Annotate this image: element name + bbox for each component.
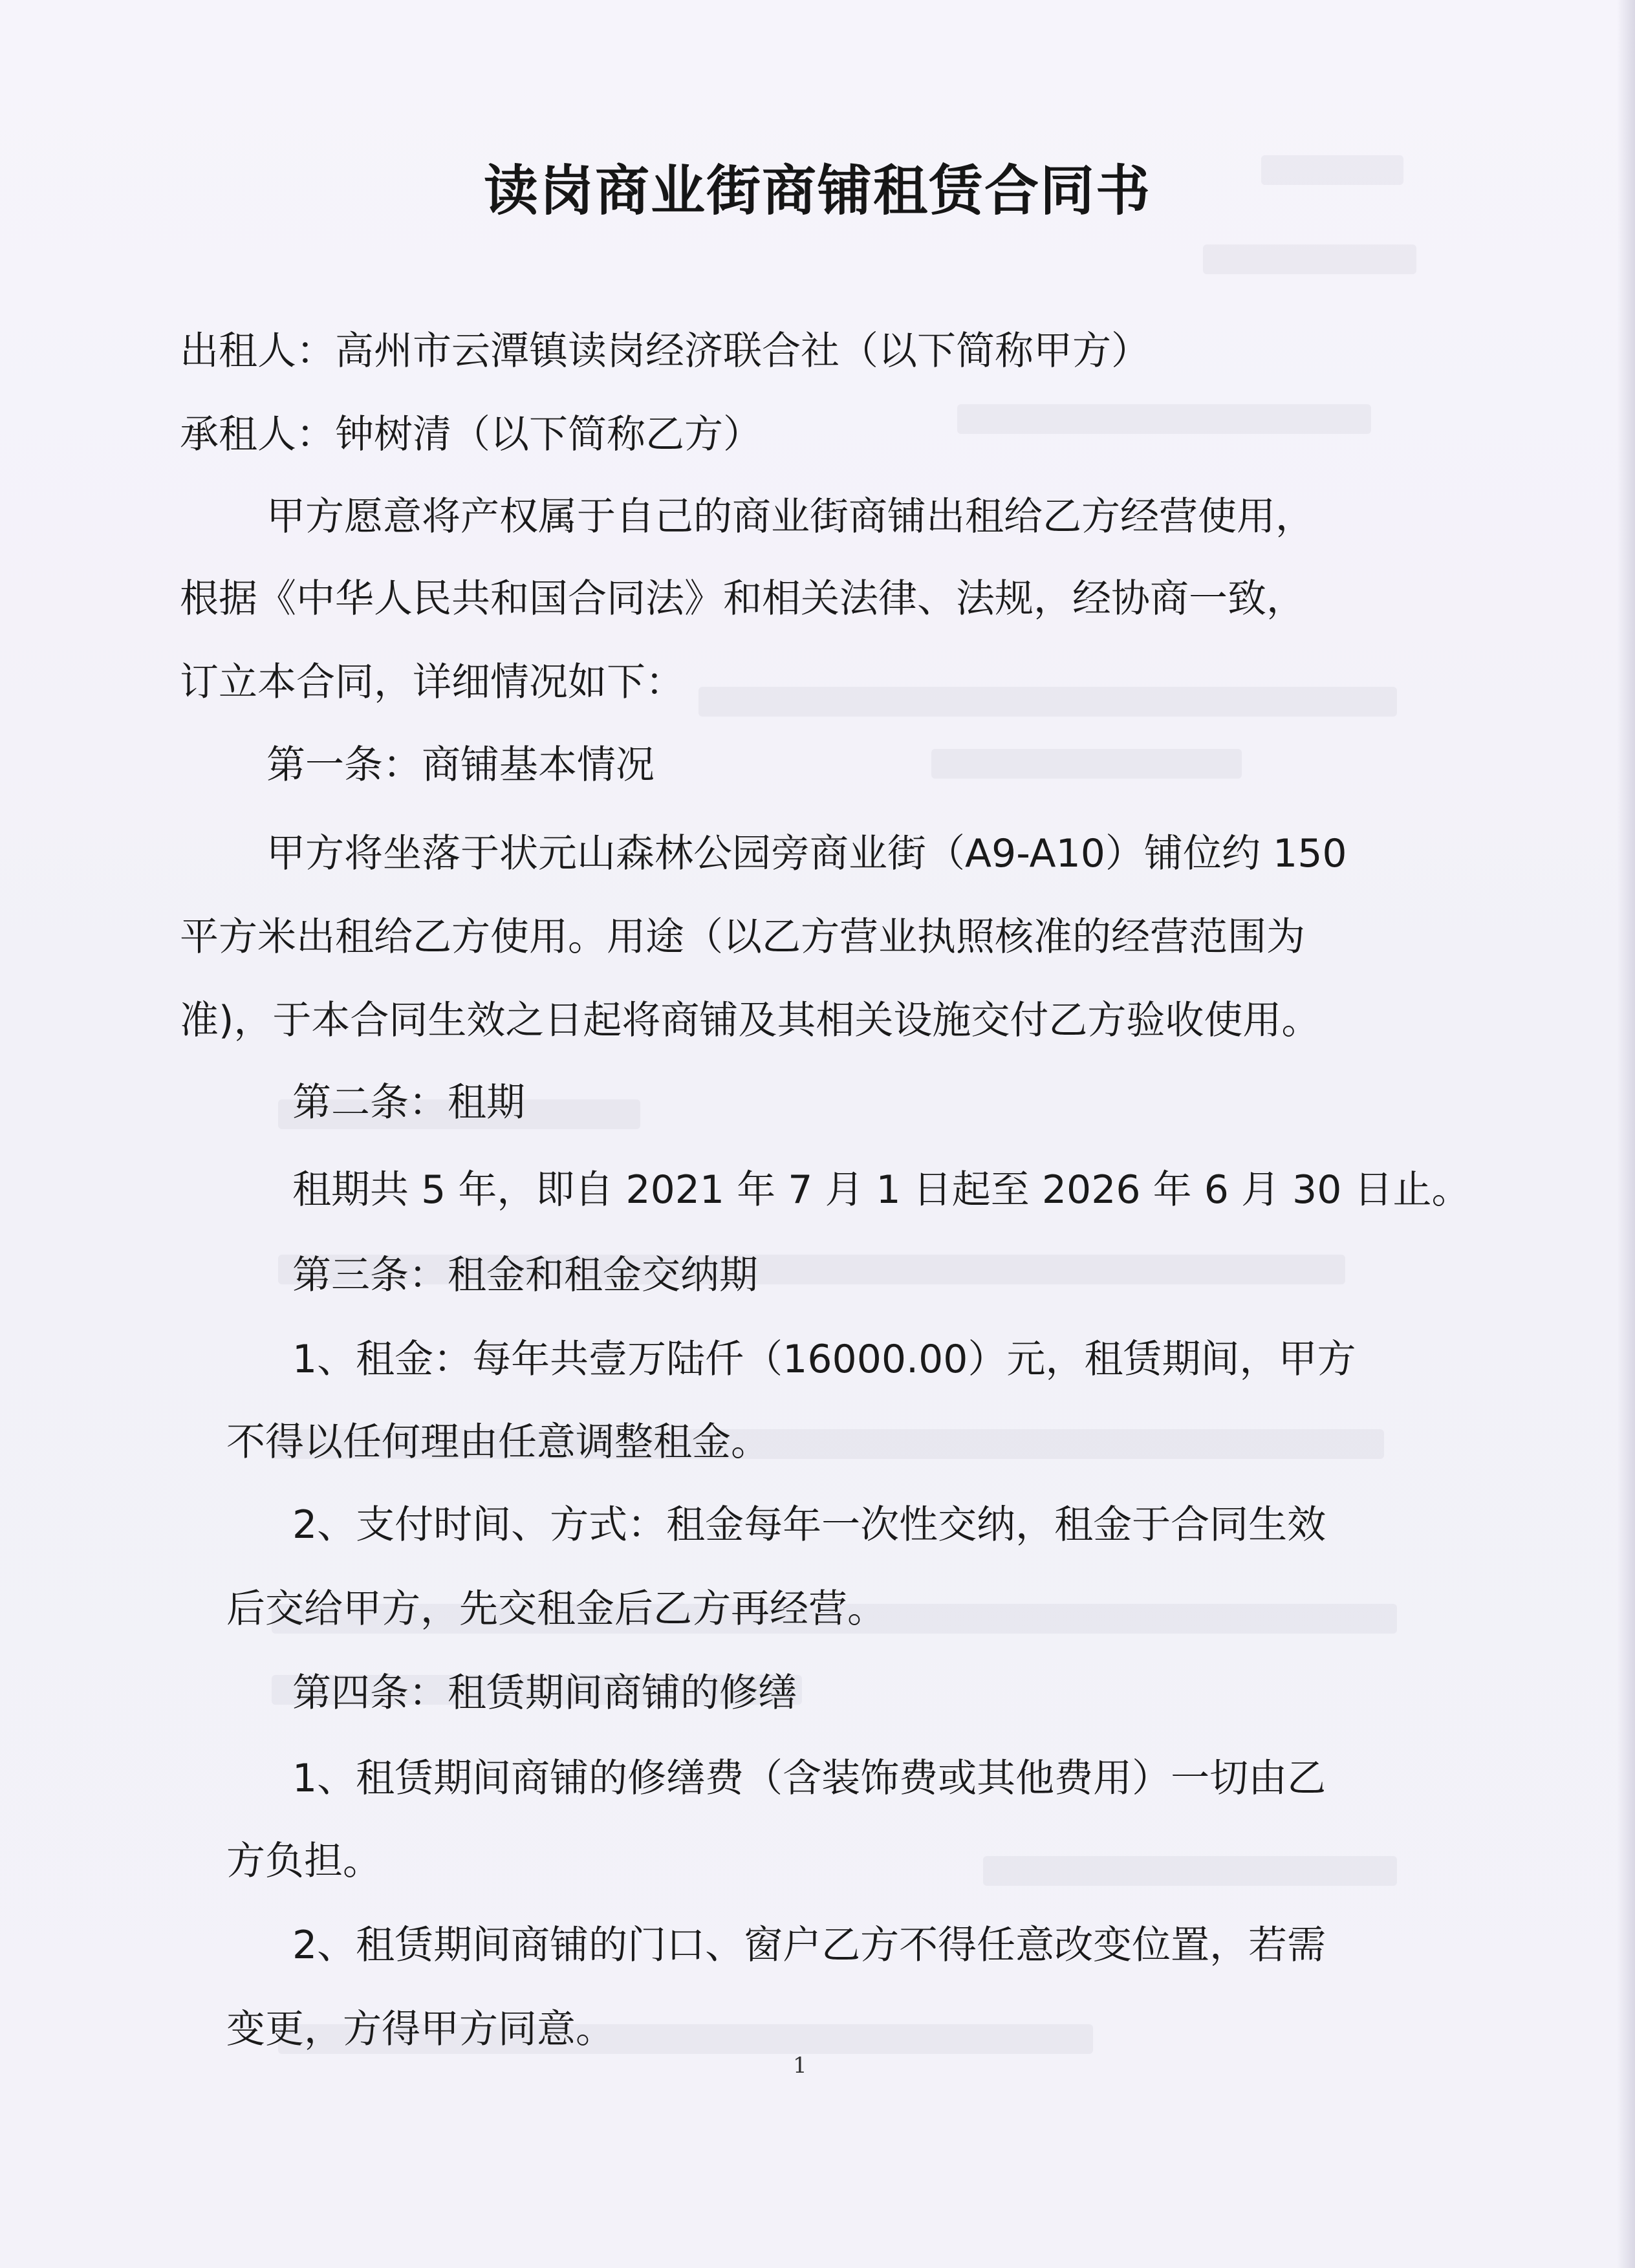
document-title: 读岗商业街商铺租赁合同书	[483, 158, 1151, 222]
lessee-line: 承租人：钟树清（以下简称乙方）	[180, 412, 762, 457]
intro-line: 根据《中华人民共和国合同法》和相关法律、法规，经协商一致，	[180, 576, 1305, 621]
article4-item1-line: 方负担。	[226, 1839, 382, 1884]
article3-item2-line: 2、支付时间、方式：租金每年一次性交纳，租金于合同生效	[292, 1502, 1326, 1548]
intro-line: 订立本合同，详细情况如下：	[180, 660, 684, 705]
article1-line: 甲方将坐落于状元山森林公园旁商业街（A9-A10）铺位约 150	[266, 831, 1347, 876]
bleed-through-mark	[957, 404, 1371, 434]
article4-heading: 第四条：租赁期间商铺的修缮	[292, 1670, 797, 1716]
article3-item1-line: 1、租金：每年共壹万陆仟（16000.00）元，租赁期间，甲方	[292, 1337, 1356, 1382]
article4-item2-line: 变更，方得甲方同意。	[226, 2007, 614, 2052]
page-number: 1	[793, 2053, 807, 2079]
article1-line: 平方米出租给乙方使用。用途（以乙方营业执照核准的经营范围为	[180, 914, 1305, 960]
article4-item1-line: 1、租赁期间商铺的修缮费（含装饰费或其他费用）一切由乙	[292, 1756, 1326, 1801]
article3-item2-line: 后交给甲方，先交租金后乙方再经营。	[226, 1586, 886, 1632]
article3-item1-line: 不得以任何理由任意调整租金。	[226, 1420, 770, 1465]
scan-edge-shadow	[1617, 0, 1635, 2268]
intro-line: 甲方愿意将产权属于自己的商业街商铺出租给乙方经营使用，	[266, 494, 1314, 539]
article2-line: 租期共 5 年，即自 2021 年 7 月 1 日起至 2026 年 6 月 30 日止。	[292, 1167, 1471, 1213]
article2-heading: 第二条：租期	[292, 1080, 525, 1125]
bleed-through-mark	[698, 687, 1397, 717]
article4-item2-line: 2、租赁期间商铺的门口、窗户乙方不得任意改变位置，若需	[292, 1923, 1326, 1968]
article3-heading: 第三条：租金和租金交纳期	[292, 1253, 758, 1298]
lessor-line: 出租人：高州市云潭镇读岗经济联合社（以下简称甲方）	[180, 329, 1150, 374]
bleed-through-mark	[1203, 244, 1416, 274]
bleed-through-mark	[931, 749, 1242, 779]
bleed-through-mark	[983, 1856, 1397, 1886]
article1-heading: 第一条：商铺基本情况	[266, 742, 655, 788]
article1-line: 准)，于本合同生效之日起将商铺及其相关设施交付乙方验收使用。	[180, 998, 1321, 1043]
